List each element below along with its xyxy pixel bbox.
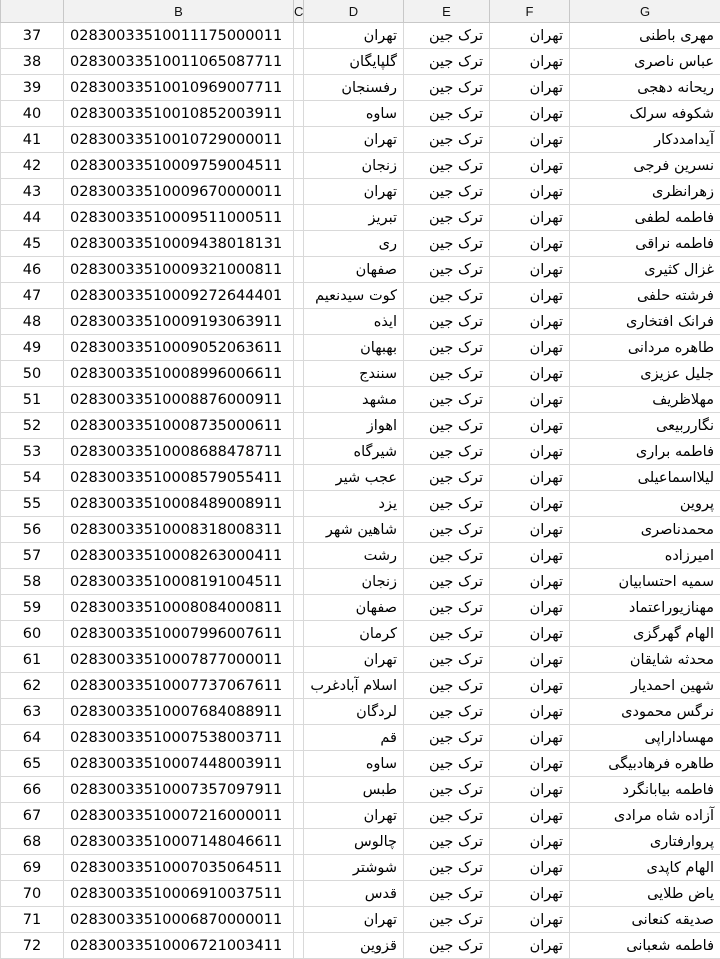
cell-tracking-code[interactable]: 02830033510007996007611 (64, 621, 294, 647)
cell-product[interactable]: ترک جین (404, 179, 490, 205)
cell-tracking-code[interactable]: 02830033510007357097911 (64, 777, 294, 803)
cell-name[interactable]: صدیقه کنعانی (570, 907, 720, 933)
cell-name[interactable]: محدثه شایقان (570, 647, 720, 673)
cell-narrow[interactable] (294, 803, 304, 829)
cell-city[interactable]: تبریز (304, 205, 404, 231)
cell-province[interactable]: تهران (490, 205, 570, 231)
row-number[interactable]: 62 (1, 673, 64, 699)
cell-tracking-code[interactable]: 02830033510008996006611 (64, 361, 294, 387)
cell-name[interactable]: غزال کثیری (570, 257, 720, 283)
table-row[interactable] (1, 49, 720, 75)
row-number[interactable]: 48 (1, 309, 64, 335)
row-number[interactable]: 52 (1, 413, 64, 439)
cell-narrow[interactable] (294, 517, 304, 543)
cell-product[interactable]: ترک جین (404, 647, 490, 673)
cell-tracking-code[interactable]: 02830033510009670000011 (64, 179, 294, 205)
cell-name[interactable]: الهام گهرگزی (570, 621, 720, 647)
cell-city[interactable]: قزوین (304, 933, 404, 959)
cell-product[interactable]: ترک جین (404, 153, 490, 179)
cell-tracking-code[interactable]: 02830033510007148046611 (64, 829, 294, 855)
cell-narrow[interactable] (294, 153, 304, 179)
cell-province[interactable]: تهران (490, 465, 570, 491)
table-row[interactable] (1, 595, 720, 621)
cell-narrow[interactable] (294, 257, 304, 283)
cell-province[interactable]: تهران (490, 517, 570, 543)
cell-name[interactable]: الهام کاپدی (570, 855, 720, 881)
cell-province[interactable]: تهران (490, 725, 570, 751)
row-number[interactable]: 68 (1, 829, 64, 855)
cell-tracking-code[interactable]: 02830033510007684088911 (64, 699, 294, 725)
column-header-g[interactable]: G (570, 0, 720, 23)
cell-narrow[interactable] (294, 283, 304, 309)
row-number[interactable]: 69 (1, 855, 64, 881)
table-row[interactable] (1, 75, 720, 101)
cell-name[interactable]: نسرین فرجی (570, 153, 720, 179)
cell-tracking-code[interactable]: 02830033510010852003911 (64, 101, 294, 127)
cell-name[interactable]: پروین (570, 491, 720, 517)
cell-tracking-code[interactable]: 02830033510009321000811 (64, 257, 294, 283)
cell-name[interactable]: لیلااسماعیلی (570, 465, 720, 491)
cell-province[interactable]: تهران (490, 439, 570, 465)
cell-product[interactable]: ترک جین (404, 595, 490, 621)
cell-narrow[interactable] (294, 231, 304, 257)
table-row[interactable] (1, 517, 720, 543)
cell-city[interactable]: تهران (304, 647, 404, 673)
cell-product[interactable]: ترک جین (404, 75, 490, 101)
cell-province[interactable]: تهران (490, 361, 570, 387)
cell-narrow[interactable] (294, 361, 304, 387)
table-row[interactable] (1, 413, 720, 439)
cell-city[interactable]: تهران (304, 907, 404, 933)
cell-tracking-code[interactable]: 02830033510006870000011 (64, 907, 294, 933)
row-number[interactable]: 57 (1, 543, 64, 569)
cell-name[interactable]: سمیه احتسابیان (570, 569, 720, 595)
cell-city[interactable]: رشت (304, 543, 404, 569)
cell-narrow[interactable] (294, 595, 304, 621)
table-row[interactable] (1, 439, 720, 465)
cell-narrow[interactable] (294, 725, 304, 751)
cell-product[interactable]: ترک جین (404, 335, 490, 361)
cell-name[interactable]: مهلاظریف (570, 387, 720, 413)
cell-province[interactable]: تهران (490, 387, 570, 413)
cell-province[interactable]: تهران (490, 309, 570, 335)
table-row[interactable] (1, 257, 720, 283)
row-number[interactable]: 64 (1, 725, 64, 751)
cell-city[interactable]: صفهان (304, 257, 404, 283)
table-row[interactable] (1, 101, 720, 127)
row-number[interactable]: 39 (1, 75, 64, 101)
row-number[interactable]: 45 (1, 231, 64, 257)
cell-product[interactable]: ترک جین (404, 309, 490, 335)
cell-province[interactable]: تهران (490, 907, 570, 933)
cell-tracking-code[interactable]: 02830033510009193063911 (64, 309, 294, 335)
cell-city[interactable]: بهبهان (304, 335, 404, 361)
cell-province[interactable]: تهران (490, 855, 570, 881)
cell-city[interactable]: عجب شیر (304, 465, 404, 491)
cell-narrow[interactable] (294, 23, 304, 49)
cell-product[interactable]: ترک جین (404, 933, 490, 959)
table-row[interactable] (1, 699, 720, 725)
table-row[interactable] (1, 829, 720, 855)
cell-tracking-code[interactable]: 02830033510006910037511 (64, 881, 294, 907)
cell-tracking-code[interactable]: 02830033510011065087711 (64, 49, 294, 75)
cell-product[interactable]: ترک جین (404, 23, 490, 49)
cell-city[interactable]: طبس (304, 777, 404, 803)
cell-province[interactable]: تهران (490, 283, 570, 309)
table-row[interactable] (1, 179, 720, 205)
cell-product[interactable]: ترک جین (404, 855, 490, 881)
table-row[interactable] (1, 231, 720, 257)
column-header-row (1, 0, 720, 23)
cell-province[interactable]: تهران (490, 881, 570, 907)
cell-city[interactable]: قدس (304, 881, 404, 907)
cell-narrow[interactable] (294, 49, 304, 75)
cell-name[interactable]: فاطمه براری (570, 439, 720, 465)
cell-name[interactable]: پروارفتاری (570, 829, 720, 855)
cell-city[interactable]: زنجان (304, 153, 404, 179)
cell-tracking-code[interactable]: 02830033510008084000811 (64, 595, 294, 621)
cell-narrow[interactable] (294, 855, 304, 881)
table-row[interactable] (1, 465, 720, 491)
cell-product[interactable]: ترک جین (404, 439, 490, 465)
cell-province[interactable]: تهران (490, 335, 570, 361)
cell-province[interactable]: تهران (490, 101, 570, 127)
table-row[interactable] (1, 127, 720, 153)
cell-name[interactable]: محمدناصری (570, 517, 720, 543)
cell-tracking-code[interactable]: 02830033510008735000611 (64, 413, 294, 439)
table-row[interactable] (1, 387, 720, 413)
row-number[interactable]: 51 (1, 387, 64, 413)
cell-narrow[interactable] (294, 699, 304, 725)
cell-province[interactable]: تهران (490, 231, 570, 257)
cell-product[interactable]: ترک جین (404, 907, 490, 933)
cell-tracking-code[interactable]: 02830033510007737067611 (64, 673, 294, 699)
cell-city[interactable]: زنجان (304, 569, 404, 595)
cell-province[interactable]: تهران (490, 153, 570, 179)
cell-tracking-code[interactable]: 02830033510009511000511 (64, 205, 294, 231)
row-number[interactable]: 61 (1, 647, 64, 673)
table-body (1, 23, 720, 959)
cell-province[interactable]: تهران (490, 179, 570, 205)
table-row[interactable] (1, 777, 720, 803)
table-row[interactable] (1, 335, 720, 361)
cell-product[interactable]: ترک جین (404, 881, 490, 907)
cell-product[interactable]: ترک جین (404, 231, 490, 257)
table-row[interactable] (1, 153, 720, 179)
cell-name[interactable]: عباس ناصری (570, 49, 720, 75)
cell-narrow[interactable] (294, 829, 304, 855)
cell-product[interactable]: ترک جین (404, 517, 490, 543)
row-number[interactable]: 50 (1, 361, 64, 387)
cell-product[interactable]: ترک جین (404, 387, 490, 413)
cell-tracking-code[interactable]: 02830033510007216000011 (64, 803, 294, 829)
cell-product[interactable]: ترک جین (404, 101, 490, 127)
row-number[interactable]: 56 (1, 517, 64, 543)
cell-narrow[interactable] (294, 465, 304, 491)
cell-narrow[interactable] (294, 413, 304, 439)
row-number[interactable]: 67 (1, 803, 64, 829)
cell-name[interactable]: آزاده شاه مرادی (570, 803, 720, 829)
cell-tracking-code[interactable]: 02830033510008579055411 (64, 465, 294, 491)
cell-name[interactable]: امیرزاده (570, 543, 720, 569)
cell-name[interactable]: مهنازیوراعتماد (570, 595, 720, 621)
cell-name[interactable]: شکوفه سرلک (570, 101, 720, 127)
table-row[interactable] (1, 881, 720, 907)
cell-tracking-code[interactable]: 02830033510009759004511 (64, 153, 294, 179)
cell-name[interactable]: فاطمه نراقی (570, 231, 720, 257)
row-number[interactable]: 53 (1, 439, 64, 465)
cell-tracking-code[interactable]: 02830033510008263000411 (64, 543, 294, 569)
cell-name[interactable]: جلیل عزیزی (570, 361, 720, 387)
cell-tracking-code[interactable]: 02830033510007877000011 (64, 647, 294, 673)
row-number-header[interactable] (1, 0, 64, 23)
cell-city[interactable]: چالوس (304, 829, 404, 855)
row-number[interactable]: 55 (1, 491, 64, 517)
column-header-b[interactable]: B (64, 0, 294, 23)
table-row[interactable] (1, 673, 720, 699)
cell-narrow[interactable] (294, 751, 304, 777)
table-row[interactable] (1, 803, 720, 829)
row-number[interactable]: 38 (1, 49, 64, 75)
row-number[interactable]: 43 (1, 179, 64, 205)
cell-province[interactable]: تهران (490, 699, 570, 725)
cell-tracking-code[interactable]: 02830033510010729000011 (64, 127, 294, 153)
column-header-d[interactable]: D (304, 0, 404, 23)
cell-name[interactable]: آیدامددکار (570, 127, 720, 153)
cell-city[interactable]: کرمان (304, 621, 404, 647)
cell-province[interactable]: تهران (490, 673, 570, 699)
cell-province[interactable]: تهران (490, 829, 570, 855)
cell-city[interactable]: ساوه (304, 751, 404, 777)
cell-product[interactable]: ترک جین (404, 361, 490, 387)
cell-tracking-code[interactable]: 02830033510008191004511 (64, 569, 294, 595)
cell-province[interactable]: تهران (490, 569, 570, 595)
column-header-e[interactable]: E (404, 0, 490, 23)
cell-tracking-code[interactable]: 02830033510009438018131 (64, 231, 294, 257)
table-row[interactable] (1, 205, 720, 231)
cell-product[interactable]: ترک جین (404, 777, 490, 803)
cell-tracking-code[interactable]: 02830033510009272644401 (64, 283, 294, 309)
cell-tracking-code[interactable]: 02830033510009052063611 (64, 335, 294, 361)
table-row[interactable] (1, 361, 720, 387)
row-number[interactable]: 46 (1, 257, 64, 283)
cell-product[interactable]: ترک جین (404, 283, 490, 309)
cell-product[interactable]: ترک جین (404, 803, 490, 829)
cell-narrow[interactable] (294, 881, 304, 907)
table-row[interactable] (1, 283, 720, 309)
table-row[interactable] (1, 23, 720, 49)
cell-name[interactable]: نرگس محمودی (570, 699, 720, 725)
cell-tracking-code[interactable]: 02830033510007035064511 (64, 855, 294, 881)
cell-tracking-code[interactable]: 02830033510011175000011 (64, 23, 294, 49)
cell-province[interactable]: تهران (490, 933, 570, 959)
row-number[interactable]: 63 (1, 699, 64, 725)
cell-city[interactable]: تهران (304, 23, 404, 49)
cell-product[interactable]: ترک جین (404, 205, 490, 231)
cell-province[interactable]: تهران (490, 127, 570, 153)
cell-city[interactable]: شوشتر (304, 855, 404, 881)
cell-narrow[interactable] (294, 127, 304, 153)
cell-narrow[interactable] (294, 335, 304, 361)
cell-city[interactable]: تهران (304, 179, 404, 205)
cell-tracking-code[interactable]: 02830033510007448003911 (64, 751, 294, 777)
cell-product[interactable]: ترک جین (404, 413, 490, 439)
cell-narrow[interactable] (294, 621, 304, 647)
column-header-f[interactable]: F (490, 0, 570, 23)
cell-name[interactable]: فرانک افتخاری (570, 309, 720, 335)
cell-name[interactable]: فرشته حلفی (570, 283, 720, 309)
cell-narrow[interactable] (294, 569, 304, 595)
row-number[interactable]: 70 (1, 881, 64, 907)
table-row[interactable] (1, 751, 720, 777)
cell-province[interactable]: تهران (490, 543, 570, 569)
row-number[interactable]: 65 (1, 751, 64, 777)
cell-product[interactable]: ترک جین (404, 751, 490, 777)
row-number[interactable]: 41 (1, 127, 64, 153)
cell-product[interactable]: ترک جین (404, 257, 490, 283)
row-number[interactable]: 40 (1, 101, 64, 127)
cell-product[interactable]: ترک جین (404, 49, 490, 75)
cell-city[interactable]: کوت سیدنعیم (304, 283, 404, 309)
cell-province[interactable]: تهران (490, 751, 570, 777)
table-row[interactable] (1, 621, 720, 647)
cell-city[interactable]: تهران (304, 127, 404, 153)
cell-name[interactable]: زهرانظری (570, 179, 720, 205)
cell-city[interactable]: شاهین شهر (304, 517, 404, 543)
cell-city[interactable]: رفسنجان (304, 75, 404, 101)
cell-name[interactable]: مهساداراپی (570, 725, 720, 751)
cell-product[interactable]: ترک جین (404, 699, 490, 725)
cell-city[interactable]: اهواز (304, 413, 404, 439)
table-row[interactable] (1, 491, 720, 517)
table-row[interactable] (1, 569, 720, 595)
cell-product[interactable]: ترک جین (404, 543, 490, 569)
cell-province[interactable]: تهران (490, 413, 570, 439)
cell-city[interactable]: سنندج (304, 361, 404, 387)
cell-province[interactable]: تهران (490, 777, 570, 803)
cell-narrow[interactable] (294, 647, 304, 673)
cell-product[interactable]: ترک جین (404, 127, 490, 153)
cell-narrow[interactable] (294, 101, 304, 127)
cell-province[interactable]: تهران (490, 647, 570, 673)
cell-city[interactable]: لردگان (304, 699, 404, 725)
cell-city[interactable]: قم (304, 725, 404, 751)
cell-product[interactable]: ترک جین (404, 465, 490, 491)
row-number[interactable]: 71 (1, 907, 64, 933)
cell-province[interactable]: تهران (490, 257, 570, 283)
cell-name[interactable]: مهری باطنی (570, 23, 720, 49)
cell-narrow[interactable] (294, 933, 304, 959)
row-number[interactable]: 72 (1, 933, 64, 959)
cell-narrow[interactable] (294, 205, 304, 231)
cell-city[interactable]: ری (304, 231, 404, 257)
cell-name[interactable]: طاهره فرهادبیگی (570, 751, 720, 777)
cell-city[interactable]: صفهان (304, 595, 404, 621)
cell-product[interactable]: ترک جین (404, 725, 490, 751)
cell-narrow[interactable] (294, 387, 304, 413)
table-row[interactable] (1, 907, 720, 933)
cell-province[interactable]: تهران (490, 491, 570, 517)
cell-city[interactable]: تهران (304, 803, 404, 829)
cell-product[interactable]: ترک جین (404, 829, 490, 855)
cell-city[interactable]: ساوه (304, 101, 404, 127)
cell-tracking-code[interactable]: 02830033510010969007711 (64, 75, 294, 101)
row-number[interactable]: 42 (1, 153, 64, 179)
cell-narrow[interactable] (294, 543, 304, 569)
table-row[interactable] (1, 647, 720, 673)
cell-province[interactable]: تهران (490, 595, 570, 621)
row-number[interactable]: 59 (1, 595, 64, 621)
cell-tracking-code[interactable]: 02830033510008688478711 (64, 439, 294, 465)
cell-narrow[interactable] (294, 75, 304, 101)
row-number[interactable]: 60 (1, 621, 64, 647)
row-number[interactable]: 37 (1, 23, 64, 49)
table-row[interactable] (1, 933, 720, 959)
row-number[interactable]: 54 (1, 465, 64, 491)
cell-narrow[interactable] (294, 491, 304, 517)
cell-narrow[interactable] (294, 907, 304, 933)
cell-name[interactable]: یاض طلایی (570, 881, 720, 907)
cell-narrow[interactable] (294, 673, 304, 699)
cell-name[interactable]: شهین احمدیار (570, 673, 720, 699)
cell-name[interactable]: فاطمه لطفی (570, 205, 720, 231)
row-number[interactable]: 58 (1, 569, 64, 595)
cell-tracking-code[interactable]: 02830033510007538003711 (64, 725, 294, 751)
cell-narrow[interactable] (294, 309, 304, 335)
cell-name[interactable]: فاطمه بیابانگرد (570, 777, 720, 803)
cell-product[interactable]: ترک جین (404, 569, 490, 595)
table-row[interactable] (1, 309, 720, 335)
cell-tracking-code[interactable]: 02830033510008318008311 (64, 517, 294, 543)
cell-province[interactable]: تهران (490, 621, 570, 647)
cell-city[interactable]: شیرگاه (304, 439, 404, 465)
row-number[interactable]: 49 (1, 335, 64, 361)
cell-name[interactable]: نگارربیعی (570, 413, 720, 439)
cell-province[interactable]: تهران (490, 803, 570, 829)
cell-tracking-code[interactable]: 02830033510008876000911 (64, 387, 294, 413)
cell-province[interactable]: تهران (490, 49, 570, 75)
table-row[interactable] (1, 855, 720, 881)
cell-province[interactable]: تهران (490, 23, 570, 49)
cell-name[interactable]: طاهره مردانی (570, 335, 720, 361)
cell-province[interactable]: تهران (490, 75, 570, 101)
table-row[interactable] (1, 725, 720, 751)
cell-product[interactable]: ترک جین (404, 621, 490, 647)
column-header-c[interactable]: C (294, 0, 304, 23)
cell-product[interactable]: ترک جین (404, 491, 490, 517)
cell-city[interactable]: یزد (304, 491, 404, 517)
table-row[interactable] (1, 543, 720, 569)
row-number[interactable]: 47 (1, 283, 64, 309)
cell-tracking-code[interactable]: 02830033510008489008911 (64, 491, 294, 517)
row-number[interactable]: 66 (1, 777, 64, 803)
cell-city[interactable]: ایذه (304, 309, 404, 335)
cell-name[interactable]: فاطمه شعبانی (570, 933, 720, 959)
cell-tracking-code[interactable]: 02830033510006721003411 (64, 933, 294, 959)
cell-narrow[interactable] (294, 439, 304, 465)
cell-city[interactable]: گلپایگان (304, 49, 404, 75)
cell-narrow[interactable] (294, 179, 304, 205)
cell-narrow[interactable] (294, 777, 304, 803)
cell-name[interactable]: ریحانه دهجی (570, 75, 720, 101)
cell-product[interactable]: ترک جین (404, 673, 490, 699)
cell-city[interactable]: اسلام آبادغرب (304, 673, 404, 699)
cell-city[interactable]: مشهد (304, 387, 404, 413)
row-number[interactable]: 44 (1, 205, 64, 231)
